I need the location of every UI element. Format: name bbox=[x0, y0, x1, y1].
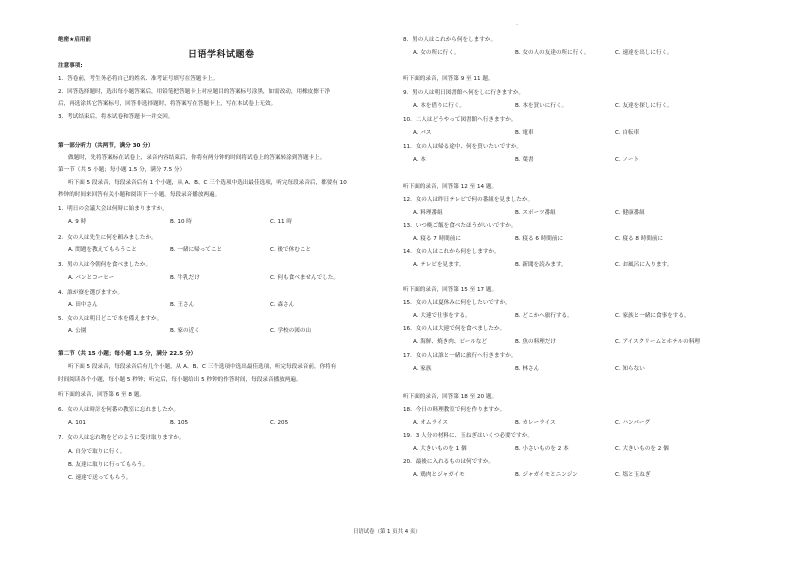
q3-option-a: A. パンとコーヒー bbox=[68, 275, 115, 281]
q3-option-c: C. 何も食べませんでした。 bbox=[270, 275, 339, 281]
q9-stem: 9．男の人は明日図書館へ何をしに行きますか。 bbox=[403, 90, 525, 96]
q16-stem: 16．女の人は大連で何を食べましたか。 bbox=[403, 326, 506, 332]
q9-option-c: C. 友達を探しに行く。 bbox=[615, 103, 673, 109]
q13-option-a: A. 寝る 7 時間前に bbox=[413, 236, 461, 242]
q6-stem: 6．女の人は時計を何番の教室に忘れましたか。 bbox=[58, 407, 180, 413]
q12-option-c: C. 健康番組 bbox=[615, 210, 645, 216]
q8-option-c: C. 速達を出しに行く。 bbox=[615, 50, 673, 56]
q6-option-a: A. 101 bbox=[68, 420, 86, 426]
q5-option-b: B. 家の近く bbox=[170, 328, 200, 334]
q4-option-b: B. 王さん bbox=[170, 302, 195, 308]
note-item-2b: 后，再选涂其它答案标号，回答非选择题时，将答案写在答题卡上，写在本试卷上无效。 bbox=[58, 101, 277, 107]
notes-heading: 注意事项: bbox=[58, 63, 83, 69]
q7-option-a: A. 自分で取りに行く。 bbox=[68, 449, 126, 455]
q1-option-c: C. 11 時 bbox=[270, 219, 292, 225]
q9-option-a: A. 本を借りに行く。 bbox=[413, 103, 465, 109]
part1-heading: 第一部分听力（共两节，满分 30 分） bbox=[58, 143, 154, 149]
note-item-2a: 2．回答选择题时，选出每小题答案后，用铅笔把答题卡上对应题目的答案标号涂黑，如需改动，用橡皮擦干净 bbox=[58, 89, 331, 95]
section1-intro-b: 秒钟的时间来回答有关小题和阅读下一小题。每段录音播放两遍。 bbox=[58, 192, 221, 198]
q19-stem: 19．3 人分の材料に、玉ねぎはいくつ必要ですか。 bbox=[403, 433, 533, 439]
note-item-1: 1．答卷前，考生务必将自己的姓名、准考证号填写在答题卡上。 bbox=[58, 76, 219, 82]
q17-option-c: C. 知らない bbox=[615, 366, 645, 372]
section2-intro-a: 听下面 5 段录音，每段录音后有几个小题，从 A、B、C 三个选项中选出最佳选项，听完每段录音前，你将有 bbox=[68, 364, 337, 370]
q20-option-b: B. ジャガイモとニンジン bbox=[515, 472, 578, 478]
q3-option-b: B. 牛乳だけ bbox=[170, 275, 200, 281]
q16-option-c: C. アイスクリームとホテルの料理 bbox=[615, 339, 700, 345]
q7-option-c: C. 速達で送ってもらう。 bbox=[68, 475, 132, 481]
q18-option-a: A. オムライス bbox=[413, 420, 449, 426]
q16-option-b: B. 魚の料理だけ bbox=[515, 339, 556, 345]
q8-option-a: A. 女の所に行く。 bbox=[413, 50, 460, 56]
q11-option-b: B. 葉書 bbox=[515, 157, 534, 163]
section1-heading: 第一节（共 5 小题；每小题 1.5 分，满分 7.5 分） bbox=[58, 167, 186, 173]
q8-option-b: B. 女の人の友達の所に行く。 bbox=[515, 50, 590, 56]
q1-option-a: A. 9 時 bbox=[68, 219, 87, 225]
q4-stem: 4．誰が寮を選びますか。 bbox=[58, 290, 124, 296]
q17-option-a: A. 家族 bbox=[413, 366, 432, 372]
q18-stem: 18．今日の料理教室で何を作りますか。 bbox=[403, 407, 506, 413]
q19-option-c: C. 大きいものを 2 個 bbox=[615, 446, 669, 452]
q13-option-b: B. 寝る 6 時間前に bbox=[515, 236, 564, 242]
q10-option-a: A. バス bbox=[413, 130, 432, 136]
group1-heading: 听下面的录音，回答第 6 至 8 题。 bbox=[58, 392, 145, 398]
page-footer: 日语试卷（第 1 页共 4 页） bbox=[353, 529, 421, 535]
q7-option-b: B. 友達に取りに行ってもらう。 bbox=[68, 462, 149, 468]
section2-heading: 第二节（共 15 小题；每小题 1.5 分，满分 22.5 分） bbox=[58, 351, 197, 357]
q6-option-b: B. 105 bbox=[170, 420, 189, 426]
group3-heading: 听下面的录音，回答第 12 至 14 题。 bbox=[403, 184, 498, 190]
q5-option-a: A. 公園 bbox=[68, 328, 87, 334]
q11-stem: 11．女の人は帰る途中、何を買いたいですか。 bbox=[403, 144, 522, 150]
q12-option-b: B. スポーツ番組 bbox=[515, 210, 556, 216]
q11-option-a: A. 本 bbox=[413, 157, 426, 163]
q20-option-a: A. 鶏肉とジャガイモ bbox=[413, 472, 465, 478]
q9-option-b: B. 本を買いに行く。 bbox=[515, 103, 568, 109]
q19-option-a: A. 大きいものを 1 個 bbox=[413, 446, 467, 452]
note-item-3: 3．考试结束后，将本试卷和答题卡一并交回。 bbox=[58, 114, 174, 120]
q17-option-b: B. 林さん bbox=[515, 366, 540, 372]
q11-option-c: C. ノート bbox=[615, 157, 640, 163]
q10-option-c: C. 自転車 bbox=[615, 130, 640, 136]
q4-option-c: C. 森さん bbox=[270, 302, 295, 308]
q12-option-a: A. 料理番組 bbox=[413, 210, 443, 216]
q2-option-b: B. 一緒に帰ってこと bbox=[170, 247, 223, 253]
q7-stem: 7．女の人は忘れ物をどのように受け取りますか。 bbox=[58, 435, 185, 441]
q2-option-c: C. 後で休むこと bbox=[270, 247, 312, 253]
q8-stem: 8．男の人はこれから何をしますか。 bbox=[403, 37, 497, 43]
q18-option-b: B. カレーライス bbox=[515, 420, 556, 426]
q6-option-c: C. 205 bbox=[270, 420, 289, 426]
q15-option-c: C. 家族と一緒に食事をする。 bbox=[615, 313, 690, 319]
q16-option-a: A. 海鮮、焼き肉、ビールなど bbox=[413, 339, 488, 345]
q12-stem: 12．女の人は昨日テレビで何の番組を見ましたか。 bbox=[403, 197, 534, 203]
q14-option-b: B. 新聞を読みます。 bbox=[515, 262, 567, 268]
q14-stem: 14．女の人はこれから何をしますか。 bbox=[403, 249, 500, 255]
q17-stem: 17．女の人は誰と一緒に旅行へ行きますか。 bbox=[403, 353, 517, 359]
q1-stem: 1．明日の会議大会は何時に始まりますか。 bbox=[58, 206, 168, 212]
secret-label: 绝密★启用前 bbox=[58, 37, 91, 43]
q5-option-c: C. 学校の図の山 bbox=[270, 328, 312, 334]
q4-option-a: A. 田中さん bbox=[68, 302, 98, 308]
q3-stem: 3．男の人は今朝何を食べましたか。 bbox=[58, 262, 152, 268]
q10-stem: 10．二人はどうやって図書館へ行きますか。 bbox=[403, 117, 517, 123]
q2-stem: 2．女の人は先生に何を頼みましたか。 bbox=[58, 235, 157, 241]
group5-heading: 听下面的录音，回答第 18 至 20 题。 bbox=[403, 394, 498, 400]
part1-intro: 做题时，先将答案标在试卷上，录音内容结束后，你将有两分钟的时间将试卷上的答案转涂到答题卡上。 bbox=[68, 155, 326, 161]
q20-stem: 20．最後に入れるものは何ですか。 bbox=[403, 459, 495, 465]
q1-option-b: B. 10 時 bbox=[170, 219, 192, 225]
q13-stem: 13．いつ晩ご飯を食べたほうがいいですか。 bbox=[403, 223, 517, 229]
exam-title: 日语学科试题卷 bbox=[188, 50, 255, 60]
q14-option-a: A. テレビを見ます。 bbox=[413, 262, 465, 268]
q15-option-a: A. 大連で仕事をする。 bbox=[413, 313, 471, 319]
q18-option-c: C. ハンバーグ bbox=[615, 420, 651, 426]
section2-intro-b: 时间阅读各个小题，每小题 5 秒钟；听完后，每小题给出 5 秒钟的作答时间，每段录音播放两遍。 bbox=[58, 377, 302, 383]
q10-option-b: B. 電車 bbox=[515, 130, 534, 136]
q15-stem: 15．女の人は夏休みに何をしたいですか。 bbox=[403, 300, 511, 306]
q13-option-c: C. 寝る 8 時間前に bbox=[615, 236, 664, 242]
q5-stem: 5．女の人は明日どこで本を備えますか。 bbox=[58, 316, 163, 322]
q15-option-b: B. どこかへ旅行する。 bbox=[515, 313, 573, 319]
group2-heading: 听下面的录音，回答第 9 至 11 题。 bbox=[403, 76, 494, 82]
section1-intro-a: 听下面 5 段录音，每段录音后有 1 个小题，从 A、B、C 三个选项中选出最佳选项，听完每段录音后，都要有 10 bbox=[68, 180, 347, 186]
q2-option-a: A. 問題を教えてもらうこと bbox=[68, 247, 137, 253]
q14-option-c: C. お風呂に入ります。 bbox=[615, 262, 673, 268]
q20-option-c: C. 塩と玉ねぎ bbox=[615, 472, 651, 478]
q19-option-b: B. 小さいものを 2 本 bbox=[515, 446, 569, 452]
group4-heading: 听下面的录音，回答第 15 至 17 题。 bbox=[403, 287, 498, 293]
corner-mark: - bbox=[516, 22, 518, 28]
